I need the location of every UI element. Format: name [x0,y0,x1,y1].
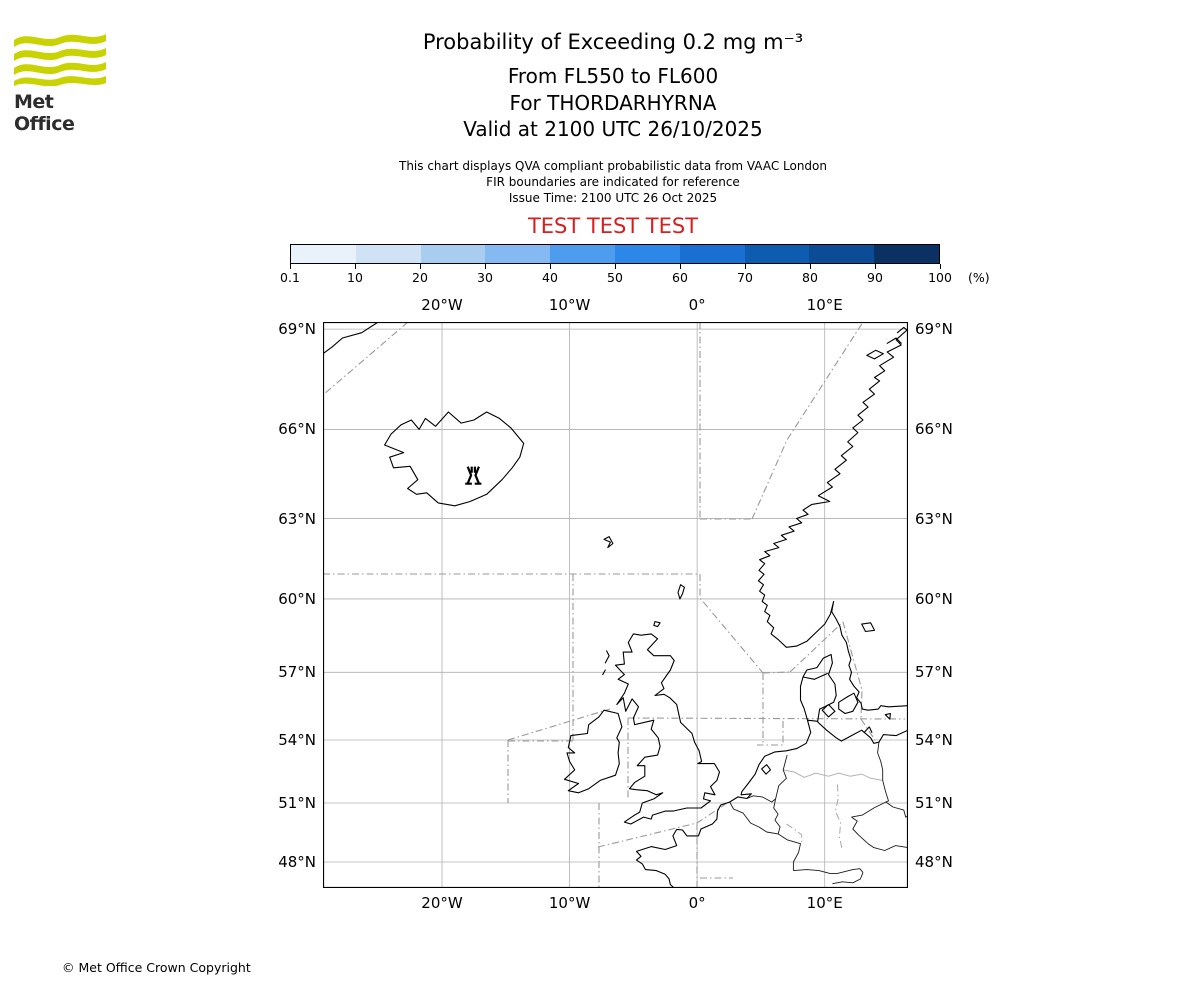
lat-axis-label-left: 60°N [278,589,316,608]
lat-axis-label-left: 51°N [278,793,316,812]
colorbar-tick [615,264,616,269]
probability-colorbar [290,244,940,264]
colorbar-tick [355,264,356,269]
lat-axis-label-right: 51°N [915,793,953,812]
fir-boundary-land [783,770,883,781]
lon-axis-label-bottom: 10°E [806,894,843,912]
colorbar-tick [940,264,941,269]
info-line-fir: FIR boundaries are indicated for reference [486,175,740,189]
fir-boundary [508,709,610,740]
coastline [862,623,875,632]
page-title: Probability of Exceeding 0.2 mg m⁻³ [422,30,804,54]
colorbar-segment [356,245,421,263]
lon-axis-label-top: 20°W [421,296,463,314]
lat-axis-label-left: 66°N [278,420,316,439]
coastline [605,651,609,663]
fir-boundary [757,673,763,745]
info-line-issue-time: Issue Time: 2100 UTC 26 Oct 2025 [508,191,718,205]
coastline [616,634,720,824]
fir-boundary [323,322,408,395]
colorbar-segment [680,245,745,263]
coastline [864,727,872,733]
colorbar-tick [550,264,551,269]
colorbar-tick [875,264,876,269]
colorbar-tick-label: 0.1 [280,270,300,285]
subtitle-flight-levels: From FL550 to FL600 [507,64,719,88]
lat-axis-label-right: 63°N [915,509,953,528]
lon-axis-label-top: 0° [688,296,706,314]
lat-axis-label-right: 60°N [915,589,953,608]
lon-axis-label-bottom: 10°W [548,894,591,912]
coastline [822,705,835,717]
colorbar-tick [810,264,811,269]
country-border [852,802,909,817]
coastline [839,693,858,713]
coastline [803,674,827,680]
country-border [832,872,863,883]
lat-axis-label-left: 57°N [278,663,316,682]
coastline [762,765,771,774]
coastline [323,322,378,354]
colorbar-tick-label: 90 [867,270,883,285]
colorbar-tick [420,264,421,269]
lat-axis-label-right: 48°N [915,853,953,871]
country-border [774,755,801,871]
colorbar-tick [290,264,291,269]
info-line-qva: This chart displays QVA compliant probabilistic data from VAAC London [399,159,827,173]
fir-boundary [628,718,905,719]
colorbar-tick [680,264,681,269]
lat-axis-label-right: 57°N [915,663,953,682]
colorbar-tick [485,264,486,269]
coastline [678,585,684,599]
colorbar-tick-label: 100 [928,270,952,285]
colorbar-segment [421,245,486,263]
lon-axis-label-bottom: 20°W [421,894,463,912]
colorbar-tick-label: 30 [477,270,493,285]
country-border [730,802,778,834]
colorbar-segment [485,245,550,263]
test-banner: TEST TEST TEST [527,214,699,238]
colorbar-segment [745,245,810,263]
lat-axis-label-right: 66°N [915,420,953,439]
lat-axis-label-right: 54°N [915,730,953,749]
lon-axis-label-top: 10°E [806,296,843,314]
country-border [878,742,889,802]
fir-boundary [598,803,727,847]
colorbar-segment [874,245,939,263]
fir-boundary [757,721,783,745]
coastline [867,350,884,359]
lat-axis-label-left: 69°N [278,320,316,339]
colorbar-tick-label: 60 [672,270,688,285]
colorbar-tick-label: 70 [737,270,753,285]
coastline [801,655,837,722]
lat-axis-label-left: 54°N [278,730,316,749]
country-border [747,796,776,802]
coastline [885,714,890,720]
lat-axis-label-left: 63°N [278,509,316,528]
colorbar-unit-label: (%) [968,270,990,285]
met-office-logo-text: Met Office [14,91,75,135]
coastline [637,720,811,888]
coastline [654,622,660,627]
colorbar-tick-label: 40 [542,270,558,285]
colorbar-segment [809,245,874,263]
colorbar-tick-label: 80 [802,270,818,285]
coastline [604,537,613,548]
country-border [793,869,863,874]
lon-axis-label-top: 10°W [548,296,591,314]
colorbar-tick-label: 50 [607,270,623,285]
subtitle-valid-time: Valid at 2100 UTC 26/10/2025 [463,117,763,141]
lon-axis-label-bottom: 0° [688,894,706,912]
colorbar-segment [615,245,680,263]
fir-boundary [700,574,763,673]
fir-boundary-dashed [836,785,842,849]
colorbar-tick-label: 10 [347,270,363,285]
map-canvas [323,322,908,888]
colorbar-segment [550,245,615,263]
lat-axis-label-left: 48°N [278,853,316,871]
coastline [897,327,908,332]
colorbar-segment [291,245,356,263]
copyright-notice: © Met Office Crown Copyright [62,960,251,975]
lat-axis-label-right: 69°N [915,320,953,339]
colorbar-tick-label: 20 [412,270,428,285]
country-border [852,817,909,850]
subtitle-volcano: For THORDARHYRNA [509,91,717,115]
coastline [385,412,524,506]
fir-boundary [752,322,863,519]
volcano-marker-icon [466,468,480,484]
coastline [758,329,908,710]
colorbar-tick [745,264,746,269]
